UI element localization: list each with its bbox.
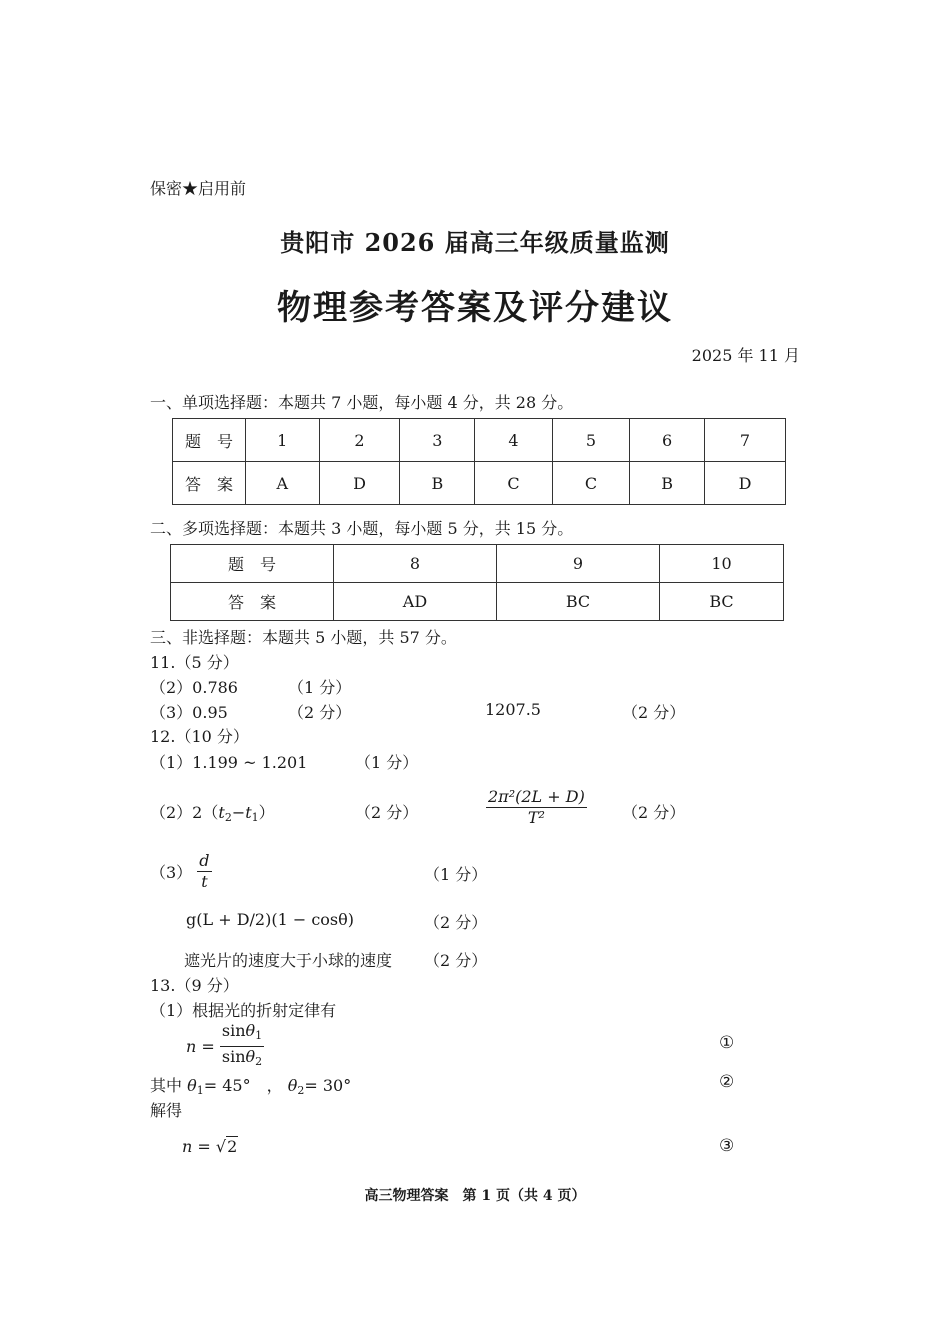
answer-cell: BC [660, 583, 784, 621]
formula-denominator: T² [527, 808, 545, 827]
q12-part3-reason: 遮光片的速度大于小球的速度 [184, 951, 393, 970]
q12-part2-formula [486, 788, 587, 827]
q12-part2-prefix: （2）2（ [150, 803, 219, 822]
q12-part3-score: （1 分） [424, 865, 488, 884]
q12-part2-score: （2 分） [355, 803, 419, 822]
theta2-value: = 30° [304, 1076, 352, 1095]
q13-solve-label: 解得 [150, 1101, 183, 1120]
equation-marker: ③ [719, 1136, 735, 1156]
q12-heading: 12.（10 分） [150, 727, 249, 746]
section1-heading: 一、单项选择题：本题共 7 小题，每小题 4 分，共 28 分。 [150, 393, 574, 412]
answer-cell: A [246, 462, 320, 505]
table-row-label: 题 号 [173, 419, 246, 462]
q12-part2-score-2: （2 分） [622, 803, 686, 822]
q13-part1-text: （1）根据光的折射定律有 [150, 1001, 337, 1020]
q11-part3-score-2: （2 分） [622, 703, 686, 722]
equation-marker: ② [719, 1072, 735, 1092]
answer-cell: D [705, 462, 786, 505]
q13-given-angles: 其中 $\theta_1= 45^\circ$ ， $\theta_2= 30^\circ$ [150, 1076, 352, 1097]
q11-part2-score: （1 分） [288, 678, 352, 697]
document-date: 2025 年 11 月 [691, 346, 800, 365]
q11-part3-answer: （3）0.95 [150, 703, 228, 722]
question-number: 5 [552, 419, 630, 462]
section2-answer-table [170, 544, 784, 621]
q12-part1-score: （1 分） [355, 753, 419, 772]
question-number: 9 [497, 545, 660, 583]
q12-part3-score-2: （2 分） [424, 913, 488, 932]
answer-cell: C [552, 462, 630, 505]
q13-result-formula: n = √2 [182, 1137, 238, 1156]
page-footer: 高三物理答案 第 1 页（共 4 页） [364, 1188, 586, 1204]
question-number: 8 [334, 545, 497, 583]
question-number: 3 [400, 419, 475, 462]
q13-heading: 13.（9 分） [150, 976, 239, 995]
theta1-value: = 45° [203, 1076, 251, 1095]
answer-cell: B [400, 462, 475, 505]
section2-heading: 二、多项选择题：本题共 3 小题，每小题 5 分，共 15 分。 [150, 519, 574, 538]
table-row [171, 545, 784, 583]
question-number: 6 [630, 419, 705, 462]
q13-refraction-formula: n = $\frac{\sin\theta_1}{\sin\theta_2}$ [186, 1021, 263, 1068]
answer-cell: AD [334, 583, 497, 621]
q12-part3-answer [150, 852, 212, 891]
confidential-label: 保密★启用前 [150, 179, 247, 198]
table-row [173, 419, 786, 462]
q11-part2-answer: （2）0.786 [150, 678, 238, 697]
q12-part2-answer: $(2)2(t_2-t_1)$ [150, 803, 275, 824]
answer-cell: C [475, 462, 553, 505]
q12-part1-answer: （1）1.199 ~ 1.201 [150, 753, 308, 772]
answer-cell: B [630, 462, 705, 505]
formula-denominator: t [201, 872, 208, 891]
document-title: 物理参考答案及评分建议 [277, 288, 673, 328]
table-row-label: 答 案 [171, 583, 334, 621]
table-row-label: 题 号 [171, 545, 334, 583]
answer-cell: BC [497, 583, 660, 621]
question-number: 1 [246, 419, 320, 462]
formula-numerator: d [199, 851, 210, 870]
question-number: 4 [475, 419, 553, 462]
table-row [171, 583, 784, 621]
equation-marker: ① [719, 1033, 735, 1053]
table-row-label: 答 案 [173, 462, 246, 505]
section1-answer-table [172, 418, 786, 505]
q12-part3-formula-2: g(L + D/2)(1 − cosθ) [186, 910, 355, 929]
q11-part3-score: （2 分） [288, 703, 352, 722]
question-number: 7 [705, 419, 786, 462]
table-row [173, 462, 786, 505]
q11-heading: 11.（5 分） [150, 653, 239, 672]
q11-part3-answer-2: 1207.5 [485, 700, 541, 719]
formula-numerator: 2π²(2L + D) [488, 787, 585, 806]
question-number: 2 [319, 419, 400, 462]
section3-heading: 三、非选择题：本题共 5 小题，共 57 分。 [150, 628, 457, 647]
exam-title: 贵阳市 2026 届高三年级质量监测 [280, 228, 670, 257]
q13-given-prefix: 其中 [150, 1076, 183, 1095]
question-number: 10 [660, 545, 784, 583]
answer-cell: D [319, 462, 400, 505]
q12-part3-score-3: （2 分） [424, 951, 488, 970]
q12-part3-prefix: （3） [150, 863, 193, 882]
